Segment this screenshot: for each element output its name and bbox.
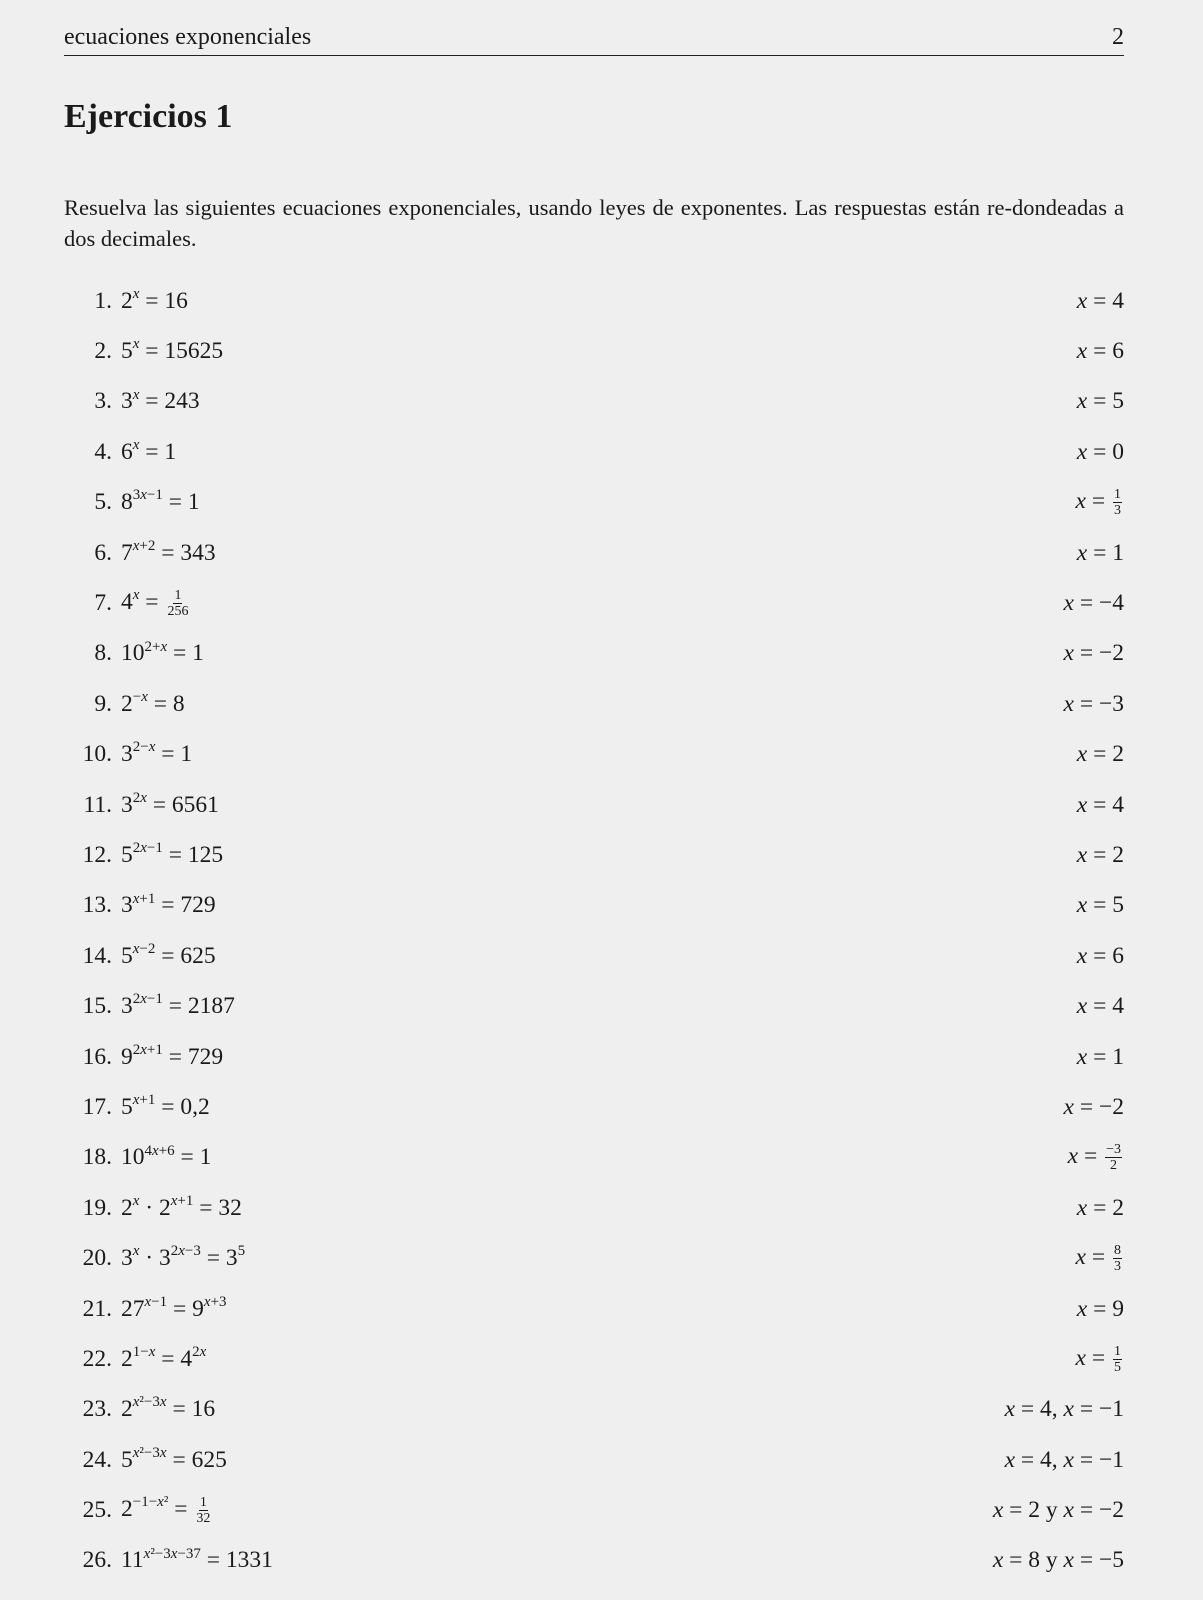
exercise-equation: $2^{-x} = 8$: [121, 688, 185, 717]
exercise-item: [64, 1435, 1124, 1485]
exercise-equation: $3^{x+1} = 729$: [121, 890, 216, 919]
exercise-answer: x = 6: [1076, 338, 1124, 365]
exercise-item: [64, 1183, 1124, 1233]
exercise-equation: $2^x = 16$: [121, 285, 188, 314]
exercise-item: [64, 528, 1124, 578]
exercise-number: 1.: [94, 287, 112, 314]
exercise-equation: $10^{4x+6} = 1$: [121, 1142, 212, 1171]
exercise-number: 22.: [82, 1345, 112, 1372]
exercise-item: [64, 629, 1124, 679]
instructions-paragraph: Resuelva las siguientes ecuaciones exponenciales, usando leyes de exponentes. Las respuestas están re-dondeadas a dos decimales.: [64, 194, 1124, 251]
section-title: Ejercicios 1: [64, 98, 233, 135]
exercise-number: 2.: [94, 338, 112, 365]
exercise-number: 24.: [82, 1446, 112, 1473]
exercise-answer: x = −4: [1063, 590, 1124, 617]
exercise-answer: x = 0: [1076, 438, 1124, 465]
exercise-item: [64, 881, 1124, 931]
exercise-answer: x = 6: [1076, 942, 1124, 969]
exercise-answer: x = 2: [1076, 741, 1124, 768]
exercise-answer: x = $\frac{1}{3}$: [1075, 487, 1121, 519]
exercise-number: 18.: [82, 1144, 112, 1171]
exercise-equation: $27^{x-1} = 9^{x+3}$: [121, 1293, 227, 1322]
exercise-equation: $5^{x+1} = 0,2$: [121, 1092, 210, 1120]
exercise-number: 4.: [94, 438, 112, 465]
exercise-equation: $6^x = 1$: [121, 437, 177, 465]
exercise-item: [64, 981, 1124, 1031]
exercise-number: 10.: [82, 741, 112, 768]
exercise-item: [64, 1485, 1124, 1535]
running-header: [64, 24, 1124, 56]
page-number: 2: [1112, 24, 1124, 50]
exercise-item: [64, 1536, 1124, 1586]
exercise-number: 17.: [82, 1093, 112, 1120]
exercise-equation: $9^{2x+1} = 729$: [121, 1041, 224, 1070]
exercise-item: [64, 931, 1124, 981]
exercise-answer: x = 4: [1076, 993, 1124, 1020]
exercise-answer: x = 5: [1076, 892, 1124, 919]
exercise-item: [64, 276, 1124, 326]
exercise-number: 19.: [82, 1194, 112, 1221]
exercise-number: 21.: [82, 1295, 112, 1322]
exercise-item: [64, 326, 1124, 376]
exercise-number: 9.: [94, 690, 112, 717]
exercise-answer: x = $\frac{8}{3}$: [1075, 1243, 1121, 1275]
exercise-number: 23.: [82, 1396, 112, 1423]
exercise-answer: x = −2: [1063, 640, 1124, 667]
exercise-answer: x = $\frac{-3}{2}$: [1067, 1142, 1121, 1174]
exercise-number: 14.: [82, 942, 112, 969]
exercise-answer: x = 2 y x = −2: [992, 1497, 1124, 1524]
exercise-number: 26.: [82, 1547, 112, 1574]
exercise-equation: $10^{2+x} = 1$: [121, 638, 204, 667]
exercise-item: [64, 1082, 1124, 1132]
exercise-item: [64, 1133, 1124, 1183]
exercise-answer: x = 4: [1076, 287, 1124, 314]
exercise-item: [64, 780, 1124, 830]
exercise-equation: $2^{x^2-3x} = 16$: [121, 1394, 216, 1423]
exercise-number: 13.: [82, 892, 112, 919]
exercise-number: 16.: [82, 1043, 112, 1070]
exercise-item: [64, 1233, 1124, 1283]
exercise-answer: x = 2: [1076, 841, 1124, 868]
exercise-equation: $8^{3x-1} = 1$: [121, 487, 200, 516]
exercise-number: 20.: [82, 1245, 112, 1272]
exercise-number: 5.: [94, 489, 112, 516]
exercise-item: [64, 679, 1124, 729]
exercise-equation: $2^x \cdot 2^{x+1} = 32$: [121, 1192, 242, 1221]
exercise-equation: $11^{x^2-3x-37} = 1331$: [121, 1545, 273, 1574]
exercise-equation: $7^{x+2} = 343$: [121, 537, 216, 566]
exercise-number: 15.: [82, 993, 112, 1020]
exercise-number: 25.: [82, 1497, 112, 1524]
exercise-equation: $5^{2x-1} = 125$: [121, 840, 224, 868]
exercise-answer: x = $\frac{1}{5}$: [1075, 1343, 1121, 1375]
exercise-answer: x = 5: [1076, 388, 1124, 415]
exercise-number: 7.: [94, 590, 112, 617]
exercise-equation: $2^{-1-x^2}$ = $\frac{1}{32}$: [121, 1494, 211, 1527]
exercise-number: 6.: [94, 539, 112, 566]
exercise-answer: x = 8 y x = −5: [992, 1547, 1124, 1574]
exercise-number: 11.: [83, 791, 112, 818]
exercise-equation: $2^{1-x} = 4^{2x}$: [121, 1344, 207, 1372]
exercise-answer: x = 4: [1076, 791, 1124, 818]
exercise-equation: $3^{2-x} = 1$: [121, 739, 193, 768]
exercise-equation: $5^{x-2} = 625$: [121, 940, 216, 969]
exercise-equation: $3^x \cdot 3^{2x-3} = 3^5$: [121, 1243, 246, 1272]
exercise-equation: $5^x = 15625$: [121, 336, 224, 365]
exercise-answer: x = 1: [1076, 1043, 1124, 1070]
exercise-item: [64, 1284, 1124, 1334]
exercise-item: [64, 478, 1124, 528]
exercise-equation: $3^x = 243$: [121, 386, 200, 415]
exercise-equation: $4^x$ = $\frac{1}{256}$: [121, 587, 189, 620]
exercise-equation: $3^{2x} = 6561$: [121, 789, 219, 818]
exercise-answer: x = 1: [1076, 539, 1124, 566]
exercise-item: [64, 1032, 1124, 1082]
exercise-answer: x = 9: [1076, 1295, 1124, 1322]
header-title: ecuaciones exponenciales: [64, 24, 312, 50]
exercise-item: [64, 377, 1124, 427]
exercise-item: [64, 427, 1124, 477]
exercise-answer: x = 4, x = −1: [1004, 1396, 1124, 1423]
exercise-answer: x = −3: [1063, 690, 1124, 717]
exercise-item: [64, 1385, 1124, 1435]
exercise-equation: $5^{x^2-3x} = 625$: [121, 1444, 227, 1473]
exercise-number: 8.: [94, 640, 112, 667]
exercise-answer: x = 2: [1076, 1194, 1124, 1221]
exercise-item: [64, 1334, 1124, 1384]
exercise-item: [64, 578, 1124, 628]
exercise-number: 3.: [94, 388, 112, 415]
exercise-equation: $3^{2x-1} = 2187$: [121, 991, 235, 1020]
exercise-answer: x = −2: [1063, 1093, 1124, 1120]
exercise-item: [64, 830, 1124, 880]
exercise-answer: x = 4, x = −1: [1004, 1446, 1124, 1473]
exercise-item: [64, 730, 1124, 780]
exercise-number: 12.: [82, 841, 112, 868]
exercise-list: [64, 276, 1124, 1586]
